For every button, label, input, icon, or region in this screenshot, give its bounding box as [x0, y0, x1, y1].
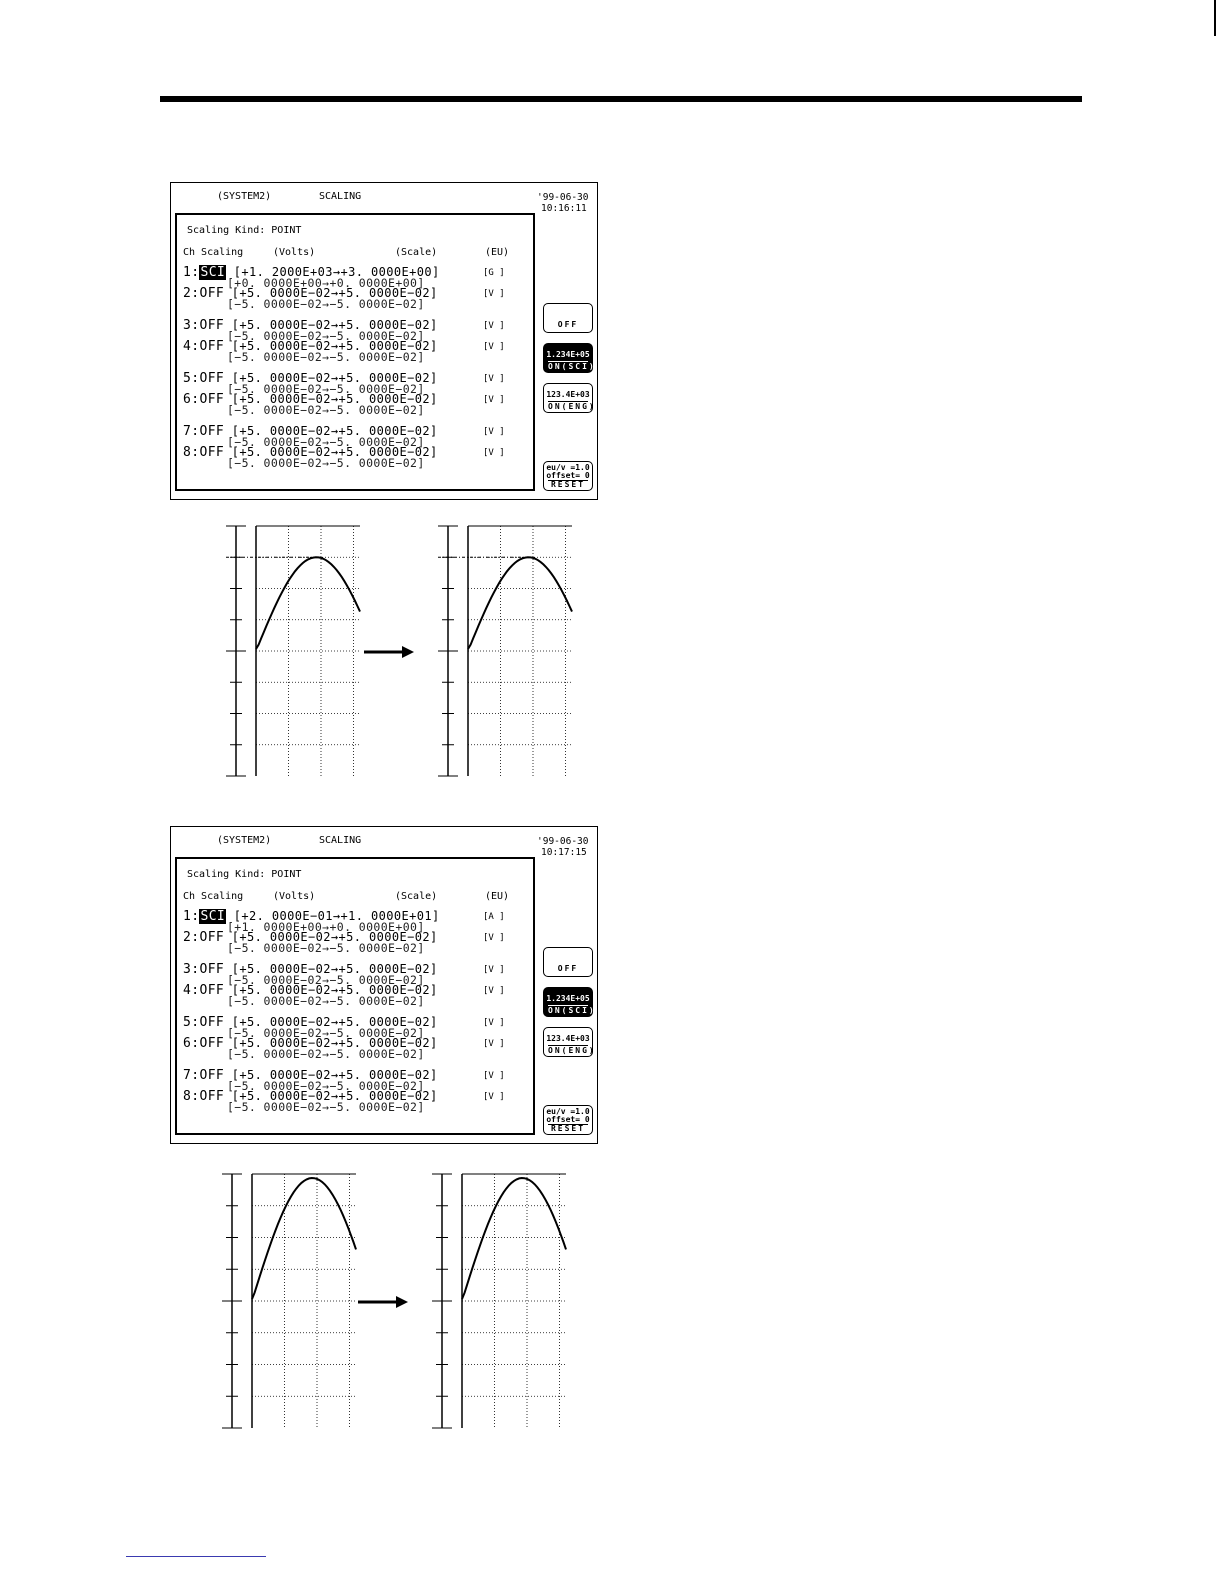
channel-state[interactable]: OFF: [199, 930, 225, 945]
channel-number: 4:: [183, 339, 200, 354]
channel-state[interactable]: OFF: [199, 445, 225, 460]
channel-number: 3:: [183, 962, 200, 977]
scaling-point-2: [−5. 0000E−02→−5. 0000E−02]: [183, 1047, 425, 1061]
scaling-point-1: [+5. 0000E−02→+5. 0000E−02]: [224, 371, 438, 385]
channel-number: 7:: [183, 424, 200, 439]
screen-date: '99-06-30: [537, 836, 589, 847]
scaling-point-2: [−5. 0000E−02→−5. 0000E−02]: [183, 403, 425, 417]
scaling-point-2: [−5. 0000E−02→−5. 0000E−02]: [183, 1079, 425, 1093]
waveform-graph-after-1: [432, 522, 574, 780]
eu-unit: [V ]: [483, 448, 505, 458]
channel-row[interactable]: [183, 1017, 438, 1038]
col-eu: (EU): [485, 891, 510, 902]
header-rule: [160, 96, 1082, 102]
col-volts: (Volts): [273, 247, 316, 258]
channel-row[interactable]: [183, 1070, 438, 1091]
screen-date: '99-06-30: [537, 192, 589, 203]
scaling-point-2: [−5. 0000E−02→−5. 0000E−02]: [183, 1100, 425, 1114]
channel-number: 5:: [183, 1015, 200, 1030]
screen-system-label: (SYSTEM2): [217, 835, 272, 846]
eu-unit: [V ]: [483, 1018, 505, 1028]
channel-state[interactable]: OFF: [199, 1036, 225, 1051]
scaling-point-2: [−5. 0000E−02→−5. 0000E−02]: [183, 941, 425, 955]
waveform-curve: [256, 557, 360, 649]
channel-number: 1:: [183, 265, 200, 280]
footer-link-underline: [126, 1556, 266, 1557]
sci-softkey[interactable]: 1.234E+05 ON(SCI): [543, 987, 593, 1017]
scaling-point-2: [−5. 0000E−02→−5. 0000E−02]: [183, 350, 425, 364]
channel-number: 8:: [183, 445, 200, 460]
scaling-point-2: [+1. 0000E+00→+0. 0000E+00]: [183, 920, 425, 934]
scaling-point-2: [−5. 0000E−02→−5. 0000E−02]: [183, 329, 425, 343]
scaling-kind: Scaling Kind: POINT: [187, 225, 302, 236]
channel-number: 4:: [183, 983, 200, 998]
sci-softkey[interactable]: 1.234E+05 ON(SCI): [543, 343, 593, 373]
channel-state[interactable]: OFF: [199, 318, 225, 333]
scaling-point-2: [−5. 0000E−02→−5. 0000E−02]: [183, 973, 425, 987]
channel-number: 3:: [183, 318, 200, 333]
eng-softkey[interactable]: 123.4E+03 ON(ENG): [543, 383, 593, 413]
scaling-point-1: [+5. 0000E−02→+5. 0000E−02]: [224, 1015, 438, 1029]
scaling-point-1: [+5. 0000E−02→+5. 0000E−02]: [224, 962, 438, 976]
channel-row[interactable]: [183, 320, 438, 341]
channel-state[interactable]: OFF: [199, 371, 225, 386]
screen-title: SCALING: [319, 835, 362, 846]
eu-unit: [V ]: [483, 321, 505, 331]
eu-unit: [V ]: [483, 986, 505, 996]
channel-row[interactable]: [183, 911, 440, 932]
scaling-point-1: [+5. 0000E−02→+5. 0000E−02]: [224, 1036, 438, 1050]
eng-softkey[interactable]: 123.4E+03 ON(ENG): [543, 1027, 593, 1057]
channel-number: 2:: [183, 286, 200, 301]
scaling-point-1: [+5. 0000E−02→+5. 0000E−02]: [224, 983, 438, 997]
eu-unit: [G ]: [483, 268, 505, 278]
scaling-point-1: [+5. 0000E−02→+5. 0000E−02]: [224, 930, 438, 944]
eu-unit: [V ]: [483, 395, 505, 405]
channel-row[interactable]: [183, 1091, 438, 1112]
channel-number: 6:: [183, 392, 200, 407]
scaling-point-1: [+5. 0000E−02→+5. 0000E−02]: [224, 445, 438, 459]
channel-number: 1:: [183, 909, 200, 924]
waveform-curve: [462, 1178, 566, 1299]
channel-state[interactable]: OFF: [199, 1068, 225, 1083]
scaling-kind: Scaling Kind: POINT: [187, 869, 302, 880]
channel-number: 5:: [183, 371, 200, 386]
channel-row[interactable]: [183, 964, 438, 985]
channel-state[interactable]: OFF: [199, 424, 225, 439]
eu-unit: [V ]: [483, 342, 505, 352]
channel-row[interactable]: [183, 932, 438, 953]
eu-unit: [V ]: [483, 1071, 505, 1081]
screen-time: 10:16:11: [541, 203, 587, 214]
scaling-panel: [175, 213, 535, 491]
scaling-point-2: [−5. 0000E−02→−5. 0000E−02]: [183, 435, 425, 449]
waveform-graph-before-2: [216, 1170, 358, 1432]
eu-unit: [V ]: [483, 965, 505, 975]
eu-unit: [A ]: [483, 912, 505, 922]
channel-row[interactable]: [183, 985, 438, 1006]
reset-softkey[interactable]: eu/v =1.0 offset= 0 RESET: [543, 1105, 593, 1135]
channel-row[interactable]: [183, 426, 438, 447]
channel-number: 2:: [183, 930, 200, 945]
off-softkey[interactable]: OFF: [543, 303, 593, 333]
channel-row[interactable]: [183, 341, 438, 362]
waveform-graph-before-1: [220, 522, 362, 780]
scaling-point-1: [+5. 0000E−02→+5. 0000E−02]: [224, 286, 438, 300]
scaling-panel: [175, 857, 535, 1135]
eu-unit: [V ]: [483, 289, 505, 299]
scaling-screen-1: [170, 182, 598, 500]
channel-row[interactable]: [183, 394, 438, 415]
col-scale: (Scale): [395, 247, 438, 258]
eu-unit: [V ]: [483, 427, 505, 437]
screen-time: 10:17:15: [541, 847, 587, 858]
scaling-point-1: [+5. 0000E−02→+5. 0000E−02]: [224, 339, 438, 353]
scaling-point-1: [+5. 0000E−02→+5. 0000E−02]: [224, 1089, 438, 1103]
scaling-point-2: [−5. 0000E−02→−5. 0000E−02]: [183, 382, 425, 396]
channel-row[interactable]: [183, 288, 438, 309]
page-corner-mark: [1214, 0, 1216, 36]
channel-state[interactable]: OFF: [199, 983, 225, 998]
col-scale: (Scale): [395, 891, 438, 902]
right-arrow-icon: [364, 644, 416, 664]
channel-row[interactable]: [183, 267, 440, 288]
col-ch-scaling: Ch Scaling: [183, 891, 244, 902]
channel-state[interactable]: SCI: [200, 909, 226, 924]
channel-state[interactable]: SCI: [200, 265, 226, 280]
scaling-point-1: [+2. 0000E−01→+1. 0000E+01]: [226, 909, 440, 923]
screen-system-label: (SYSTEM2): [217, 191, 272, 202]
channel-number: 7:: [183, 1068, 200, 1083]
scaling-point-2: [+0. 0000E+00→+0. 0000E+00]: [183, 276, 425, 290]
col-ch-scaling: Ch Scaling: [183, 247, 244, 258]
off-softkey[interactable]: OFF: [543, 947, 593, 977]
scaling-point-1: [+1. 2000E+03→+3. 0000E+00]: [226, 265, 440, 279]
reset-softkey[interactable]: eu/v =1.0 offset= 0 RESET: [543, 461, 593, 491]
col-volts: (Volts): [273, 891, 316, 902]
channel-state[interactable]: OFF: [199, 962, 225, 977]
channel-number: 6:: [183, 1036, 200, 1051]
channel-state[interactable]: OFF: [199, 286, 225, 301]
scaling-point-1: [+5. 0000E−02→+5. 0000E−02]: [224, 318, 438, 332]
scaling-point-1: [+5. 0000E−02→+5. 0000E−02]: [224, 1068, 438, 1082]
channel-number: 8:: [183, 1089, 200, 1104]
waveform-graph-after-2: [426, 1170, 568, 1432]
channel-row[interactable]: [183, 447, 438, 468]
channel-row[interactable]: [183, 1038, 438, 1059]
channel-state[interactable]: OFF: [199, 392, 225, 407]
eu-unit: [V ]: [483, 933, 505, 943]
channel-state[interactable]: OFF: [199, 1089, 225, 1104]
channel-state[interactable]: OFF: [199, 1015, 225, 1030]
eu-unit: [V ]: [483, 1092, 505, 1102]
channel-state[interactable]: OFF: [199, 339, 225, 354]
col-eu: (EU): [485, 247, 510, 258]
eu-unit: [V ]: [483, 1039, 505, 1049]
screen-title: SCALING: [319, 191, 362, 202]
scaling-point-2: [−5. 0000E−02→−5. 0000E−02]: [183, 456, 425, 470]
scaling-point-1: [+5. 0000E−02→+5. 0000E−02]: [224, 392, 438, 406]
scaling-point-2: [−5. 0000E−02→−5. 0000E−02]: [183, 994, 425, 1008]
right-arrow-icon: [358, 1294, 410, 1314]
channel-row[interactable]: [183, 373, 438, 394]
waveform-curve: [252, 1178, 356, 1299]
scaling-point-2: [−5. 0000E−02→−5. 0000E−02]: [183, 297, 425, 311]
scaling-point-2: [−5. 0000E−02→−5. 0000E−02]: [183, 1026, 425, 1040]
scaling-point-1: [+5. 0000E−02→+5. 0000E−02]: [224, 424, 438, 438]
waveform-curve: [468, 557, 572, 649]
scaling-screen-2: [170, 826, 598, 1144]
eu-unit: [V ]: [483, 374, 505, 384]
